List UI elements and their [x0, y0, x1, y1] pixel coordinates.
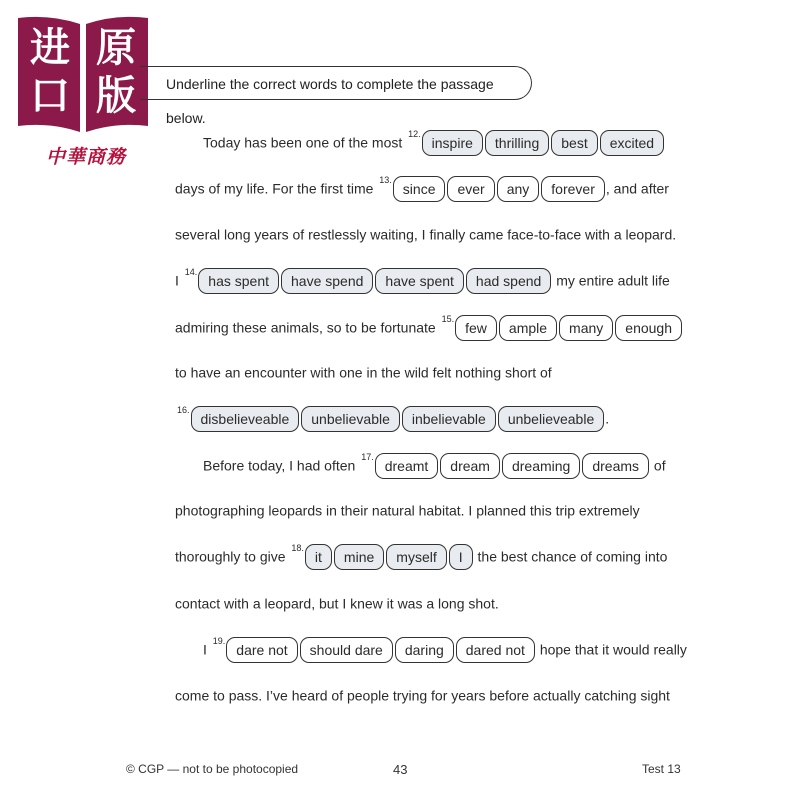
- passage-line: [175, 219, 676, 247]
- answer-option[interactable]: had spend: [466, 268, 551, 294]
- page-number: 43: [393, 762, 408, 777]
- question-number: 19.: [212, 636, 226, 647]
- passage-text: photographing leopards in their natural habitat. I planned this trip extremely: [175, 502, 640, 519]
- passage-line: [175, 173, 669, 201]
- question-number: 16.: [177, 405, 190, 416]
- question-number: 14.: [184, 267, 198, 278]
- answer-option[interactable]: many: [559, 315, 613, 341]
- passage-text: the best chance of coming into: [473, 548, 668, 565]
- passage-line: [175, 312, 683, 340]
- answer-option[interactable]: unbelieveable: [498, 406, 604, 432]
- question-number: 18.: [291, 543, 304, 554]
- question-number: 17.: [361, 452, 374, 463]
- passage-text: contact with a leopard, but I knew it was a long shot.: [175, 595, 499, 612]
- answer-option[interactable]: unbelievable: [301, 406, 400, 432]
- passage-text: , and after: [605, 180, 669, 197]
- answer-options: [304, 542, 474, 570]
- answer-options: [190, 404, 606, 432]
- passage-line: [175, 495, 640, 523]
- answer-option[interactable]: inspire: [422, 130, 483, 156]
- answer-option[interactable]: since: [393, 176, 446, 202]
- answer-option[interactable]: I: [449, 544, 473, 570]
- passage-text: .: [605, 410, 610, 427]
- passage-line: [203, 450, 666, 478]
- answer-options: [374, 451, 650, 479]
- passage-text: days of my life. For the first time: [175, 180, 378, 197]
- answer-option[interactable]: disbelieveable: [191, 406, 300, 432]
- answer-option[interactable]: has spent: [198, 268, 279, 294]
- answer-option[interactable]: best: [551, 130, 597, 156]
- answer-option[interactable]: ample: [499, 315, 557, 341]
- answer-option[interactable]: thrilling: [485, 130, 549, 156]
- answer-option[interactable]: myself: [386, 544, 446, 570]
- passage-text: come to pass. I’ve heard of people trying for years before actually catching sight: [175, 687, 670, 704]
- answer-option[interactable]: any: [497, 176, 540, 202]
- passage-line: [175, 541, 667, 569]
- passage-line: [175, 680, 670, 708]
- question-number: 13.: [379, 175, 392, 186]
- answer-option[interactable]: dreamt: [375, 453, 439, 479]
- answer-options: [421, 128, 665, 156]
- logo-subtitle: 中華商務: [46, 146, 127, 168]
- logo-char-4: 版: [96, 73, 136, 119]
- passage-line: [175, 265, 670, 293]
- footer-copyright: © CGP — not to be photocopied: [126, 762, 299, 776]
- answer-option[interactable]: dared not: [456, 637, 535, 663]
- passage-text: of: [650, 457, 666, 474]
- publisher-logo: [16, 14, 150, 168]
- logo-char-2: 原: [96, 25, 136, 71]
- answer-options: [225, 635, 536, 663]
- answer-option[interactable]: have spent: [375, 268, 464, 294]
- passage-line: [203, 127, 665, 155]
- answer-options: [392, 174, 606, 202]
- passage-text: I: [175, 272, 183, 289]
- passage-line: [175, 357, 552, 385]
- passage-text: admiring these animals, so to be fortunate: [175, 319, 440, 336]
- passage-text: my entire adult life: [552, 272, 670, 289]
- answer-option[interactable]: daring: [395, 637, 454, 663]
- answer-option[interactable]: inbelievable: [402, 406, 496, 432]
- answer-option[interactable]: dreaming: [502, 453, 580, 479]
- answer-option[interactable]: ever: [447, 176, 494, 202]
- instruction-box: Underline the correct words to complete the passage below.: [140, 66, 532, 100]
- answer-option[interactable]: few: [455, 315, 497, 341]
- answer-option[interactable]: dreams: [582, 453, 649, 479]
- answer-option[interactable]: have spend: [281, 268, 373, 294]
- passage-text: several long years of restlessly waiting, I finally came face-to-face with a leopard.: [175, 226, 677, 243]
- answer-option[interactable]: it: [305, 544, 332, 570]
- answer-option[interactable]: excited: [600, 130, 664, 156]
- answer-option[interactable]: enough: [615, 315, 682, 341]
- logo-char-1: 进: [30, 25, 70, 71]
- answer-option[interactable]: dare not: [226, 637, 297, 663]
- question-number: 12.: [408, 129, 421, 140]
- passage-text: I: [203, 641, 211, 658]
- answer-options: [197, 266, 552, 294]
- passage-line: [203, 634, 687, 662]
- answer-option[interactable]: mine: [334, 544, 384, 570]
- question-number: 15.: [441, 314, 455, 325]
- passage-line: [175, 403, 609, 431]
- passage-line: [175, 588, 499, 616]
- passage-text: to have an encounter with one in the wild felt nothing short of: [175, 364, 552, 381]
- answer-option[interactable]: dream: [440, 453, 500, 479]
- answer-options: [454, 313, 683, 341]
- logo-char-3: 口: [30, 73, 70, 119]
- passage-text: thoroughly to give: [175, 548, 290, 565]
- answer-option[interactable]: forever: [541, 176, 605, 202]
- answer-option[interactable]: should dare: [300, 637, 393, 663]
- passage-text: Today has been one of the most: [203, 134, 407, 151]
- passage-text: hope that it would really: [535, 641, 687, 658]
- passage-text: Before today, I had often: [203, 457, 360, 474]
- footer-test-label: Test 13: [642, 762, 681, 776]
